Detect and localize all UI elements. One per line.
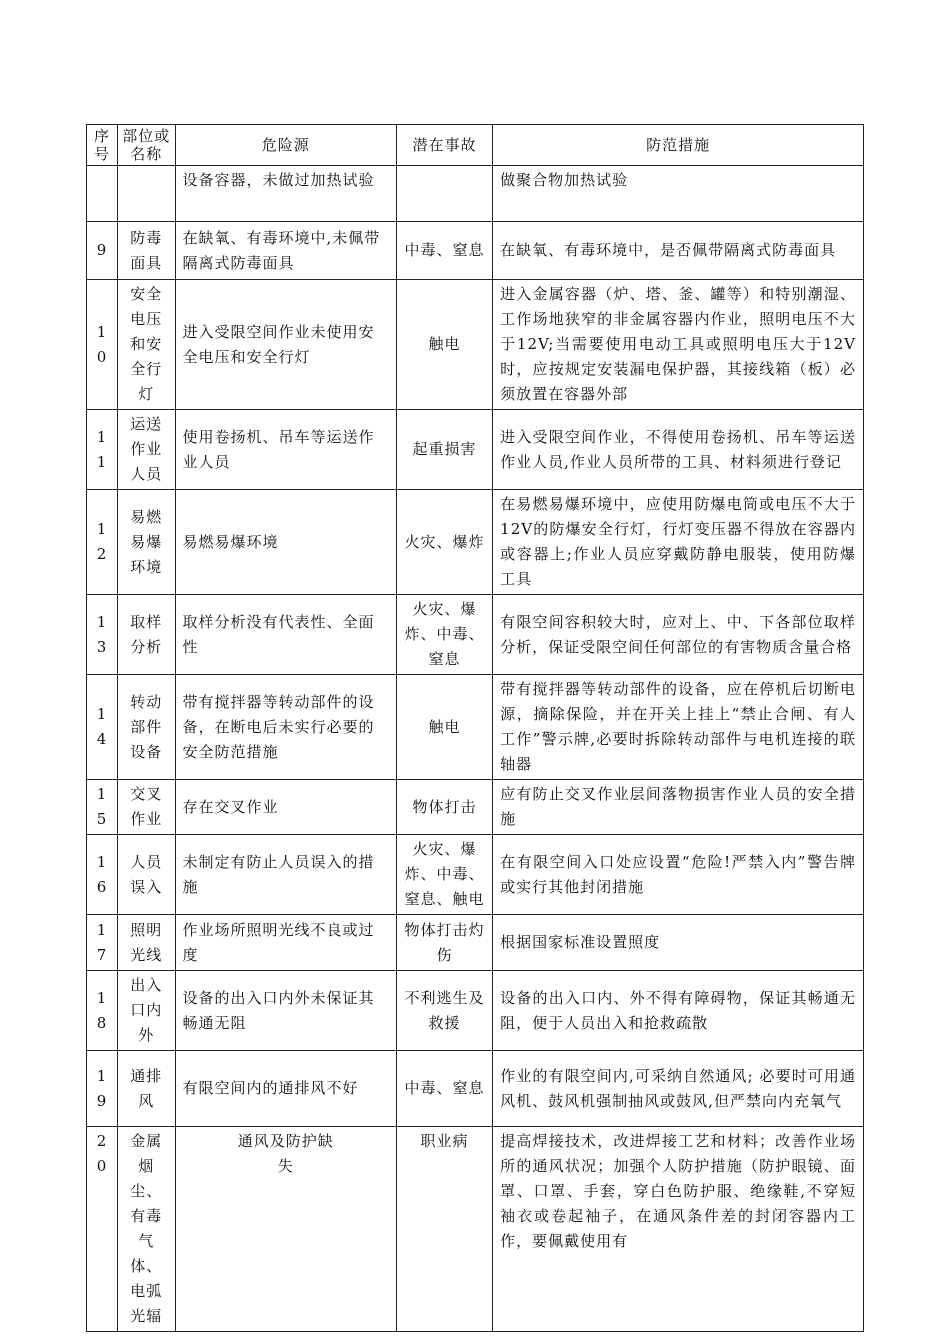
row-hazard-source: 设备容器，未做过加热试验	[175, 166, 396, 222]
row-index: 9	[87, 222, 118, 280]
row-measure: 在有限空间入口处应设置“危险!严禁入内”警告牌或实行其他封闭措施	[493, 835, 864, 915]
row-hazard-source: 带有搅拌器等转动部件的设备，在断电后未实行必要的安全防范措施	[175, 675, 396, 780]
table-row	[87, 280, 864, 410]
row-measure: 有限空间容积较大时，应对上、中、下各部位取样分析，保证受限空间任何部位的有害物质含量合格	[493, 595, 864, 675]
row-index: 11	[87, 410, 118, 490]
table-row	[87, 1051, 864, 1127]
row-measure: 应有防止交叉作业层间落物损害作业人员的安全措施	[493, 780, 864, 835]
row-accident: 中毒、窒息	[396, 1051, 492, 1127]
row-part: 安全电压和安全行灯	[117, 280, 175, 410]
row-part: 出入口内外	[117, 971, 175, 1051]
row-hazard-source: 易燃易爆环境	[175, 490, 396, 595]
row-part: 通排风	[117, 1051, 175, 1127]
hazard-table	[86, 124, 864, 1332]
row-hazard-source: 进入受限空间作业未使用安全电压和安全行灯	[175, 280, 396, 410]
row-measure: 提高焊接技术，改进焊接工艺和材料；改善作业场所的通风状况；加强个人防护措施（防护眼镜、面罩、口罩、手套，穿白色防护服、绝缘鞋,不穿短袖衣或卷起袖子，在通风条件差的封闭容器内工作，要佩戴使用有	[493, 1127, 864, 1332]
row-measure: 设备的出入口内、外不得有障碍物，保证其畅通无阻，便于人员出入和抢救疏散	[493, 971, 864, 1051]
row-index: 19	[87, 1051, 118, 1127]
row-part: 易燃易爆环境	[117, 490, 175, 595]
row-index: 13	[87, 595, 118, 675]
row-index: 18	[87, 971, 118, 1051]
row-index: 12	[87, 490, 118, 595]
row-index: 17	[87, 915, 118, 971]
row-hazard-source: 作业场所照明光线不良或过度	[175, 915, 396, 971]
row-index	[87, 166, 118, 222]
row-hazard-source: 未制定有防止人员误入的措施	[175, 835, 396, 915]
row-accident: 职业病	[396, 1127, 492, 1332]
row-part: 防毒面具	[117, 222, 175, 280]
row-accident: 起重损害	[396, 410, 492, 490]
row-measure: 做聚合物加热试验	[493, 166, 864, 222]
row-hazard-source: 在缺氧、有毒环境中,未佩带隔离式防毒面具	[175, 222, 396, 280]
row-part: 照明光线	[117, 915, 175, 971]
row-measure: 带有搅拌器等转动部件的设备，应在停机后切断电源，摘除保险，并在开关上挂上“禁止合闸、有人工作”警示牌,必要时拆除转动部件与电机连接的联轴器	[493, 675, 864, 780]
header-part: 部位或名称	[117, 125, 175, 166]
row-accident: 中毒、窒息	[396, 222, 492, 280]
row-accident	[396, 166, 492, 222]
table-row	[87, 915, 864, 971]
row-accident: 触电	[396, 675, 492, 780]
row-measure: 根据国家标准设置照度	[493, 915, 864, 971]
row-measure: 在易燃易爆环境中，应使用防爆电筒或电压不大于12V的防爆安全行灯，行灯变压器不得放在容器内或容器上;作业人员应穿戴防静电服装，使用防爆工具	[493, 490, 864, 595]
table-row	[87, 222, 864, 280]
row-part: 运送作业人员	[117, 410, 175, 490]
table-row	[87, 971, 864, 1051]
table-row	[87, 1127, 864, 1332]
header-row	[87, 125, 864, 166]
table-row	[87, 595, 864, 675]
row-hazard-source: 取样分析没有代表性、全面性	[175, 595, 396, 675]
row-hazard-source: 通风及防护缺失	[175, 1127, 396, 1332]
row-measure: 进入受限空间作业，不得使用卷扬机、吊车等运送作业人员,作业人员所带的工具、材料须进行登记	[493, 410, 864, 490]
row-part: 取样分析	[117, 595, 175, 675]
row-accident: 火灾、爆炸	[396, 490, 492, 595]
row-part: 交叉作业	[117, 780, 175, 835]
row-hazard-source: 存在交叉作业	[175, 780, 396, 835]
header-potential-accident: 潜在事故	[396, 125, 492, 166]
row-measure: 进入金属容器（炉、塔、釜、罐等）和特别潮湿、工作场地狭窄的非金属容器内作业，照明电压不大于12V;当需要使用电动工具或照明电压大于12V时，应按规定安装漏电保护器，其接线箱（板）必须放置在容器外部	[493, 280, 864, 410]
row-accident: 火灾、爆炸、中毒、窒息	[396, 595, 492, 675]
row-index: 14	[87, 675, 118, 780]
row-hazard-source: 使用卷扬机、吊车等运送作业人员	[175, 410, 396, 490]
row-part: 人员误入	[117, 835, 175, 915]
row-hazard-source: 有限空间内的通排风不好	[175, 1051, 396, 1127]
row-part: 金属烟尘、有毒气体、电弧光辐	[117, 1127, 175, 1332]
header-hazard-source: 危险源	[175, 125, 396, 166]
header-preventive-measures: 防范措施	[493, 125, 864, 166]
row-measure: 作业的有限空间内,可采纳自然通风; 必要时可用通风机、鼓风机强制抽风或鼓风,但严禁向内充氧气	[493, 1051, 864, 1127]
row-accident: 火灾、爆炸、中毒、窒息、触电	[396, 835, 492, 915]
row-index: 15	[87, 780, 118, 835]
row-accident: 物体打击灼伤	[396, 915, 492, 971]
table-row	[87, 166, 864, 222]
table-row	[87, 410, 864, 490]
table-row	[87, 675, 864, 780]
row-accident: 物体打击	[396, 780, 492, 835]
header-index: 序号	[87, 125, 118, 166]
row-measure: 在缺氧、有毒环境中，是否佩带隔离式防毒面具	[493, 222, 864, 280]
table-row	[87, 835, 864, 915]
row-index: 10	[87, 280, 118, 410]
row-index: 16	[87, 835, 118, 915]
row-part: 转动部件设备	[117, 675, 175, 780]
table-row	[87, 490, 864, 595]
row-hazard-source: 设备的出入口内外未保证其畅通无阻	[175, 971, 396, 1051]
row-accident: 触电	[396, 280, 492, 410]
row-part	[117, 166, 175, 222]
row-accident: 不利逃生及救援	[396, 971, 492, 1051]
row-index: 20	[87, 1127, 118, 1332]
table-row	[87, 780, 864, 835]
